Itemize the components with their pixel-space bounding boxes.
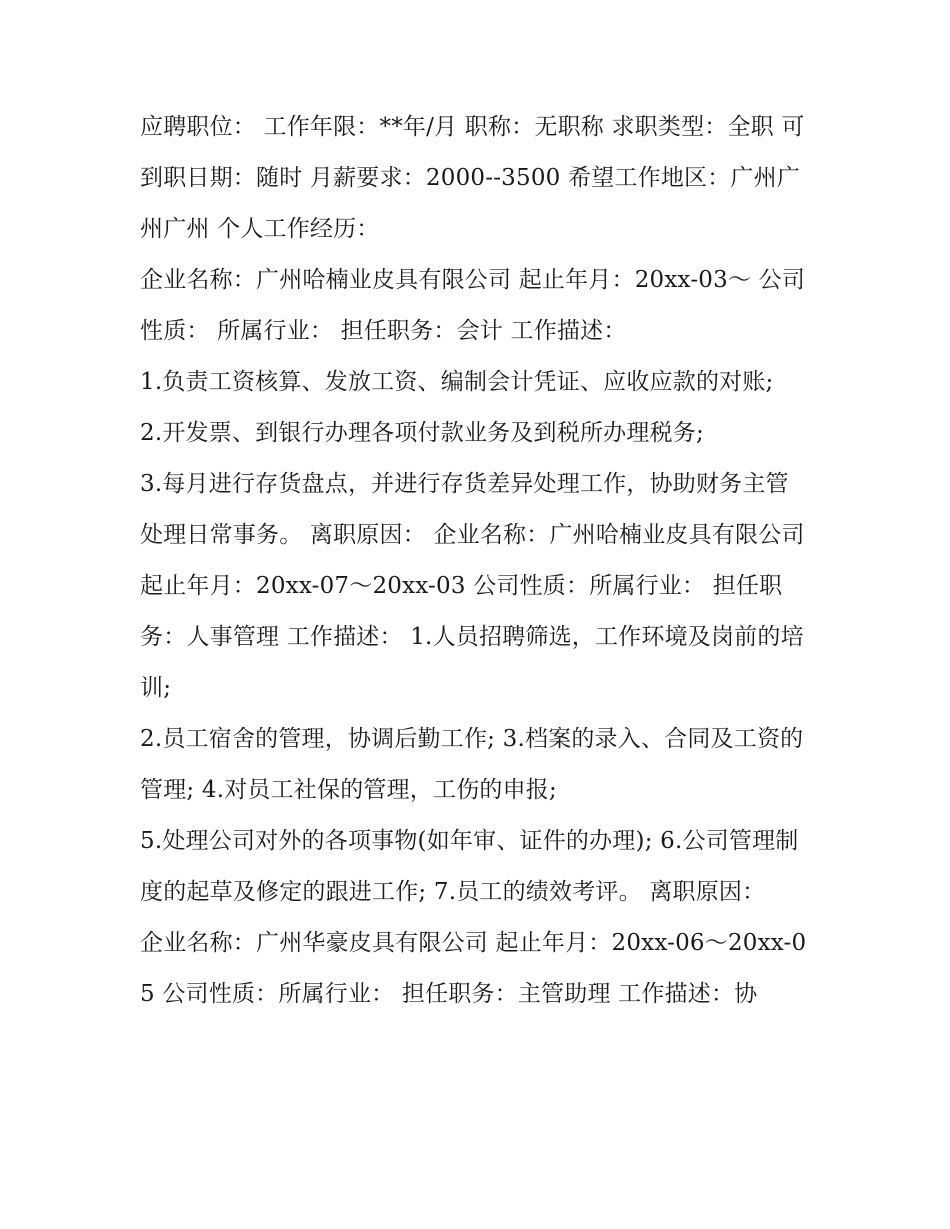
document-body — [140, 102, 810, 1020]
paragraph-company-1-header: 企业名称：广州哈楠业皮具有限公司 起止年月：20xx-03～ 公司性质： 所属行业： 担任职务：会计 工作描述： — [140, 267, 806, 344]
paragraph-company-2-header: 起止年月：20xx-07～20xx-03 公司性质：所属行业： 担任职务：人事管理 工作描述： 1.人员招聘筛选，工作环境及岗前的培训; — [140, 573, 804, 701]
paragraph-company-3-header: 企业名称：广州华豪皮具有限公司 起止年月：20xx-06～20xx-05 公司性质：所属行业： 担任职务：主管助理 工作描述：协 — [140, 930, 807, 1007]
paragraph-duties-2-4: 2.员工宿舍的管理，协调后勤工作; 3.档案的录入、合同及工资的管理; 4.对员工社保的管理，工伤的申报; — [140, 726, 804, 803]
paragraph-application-info: 应聘职位： 工作年限：**年/月 职称：无职称 求职类型：全职 可到职日期：随时 月薪要求：2000--3500 希望工作地区：广州广州广州 个人工作经历： — [140, 114, 805, 242]
paragraph-duties-5-7: 5.处理公司对外的各项事物(如年审、证件的办理); 6.公司管理制度的起草及修定的跟进工作; 7.员工的绩效考评。 离职原因： — [140, 828, 799, 905]
paragraph-duty-3: 3.每月进行存货盘点，并进行存货差异处理工作，协助财务主管处理日常事务。 离职原因： 企业名称：广州哈楠业皮具有限公司 — [140, 471, 805, 548]
paragraph-duty-2: 2.开发票、到银行办理各项付款业务及到税所办理税务; — [140, 420, 704, 446]
paragraph-duty-1: 1.负责工资核算、发放工资、编制会计凭证、应收应款的对账; — [140, 369, 774, 395]
